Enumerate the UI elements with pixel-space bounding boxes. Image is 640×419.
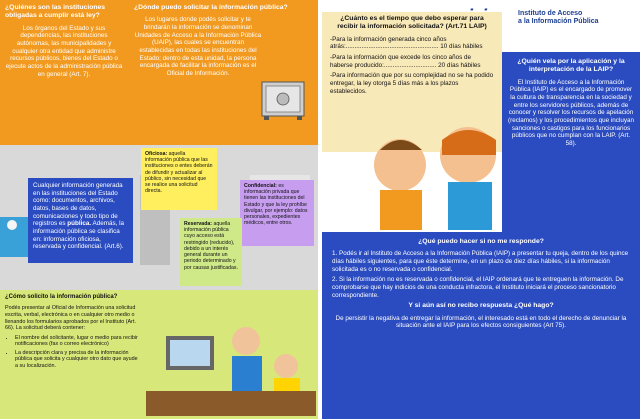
note-oficiosa — [141, 148, 217, 210]
question-still-no-response: Y si aún así no recibo respuesta ¿Qué hago? — [408, 302, 554, 310]
institutions-text: Los órganos del Estado y sus dependencias, las instituciones autónomas, las municipalidades y cualquier otra entidad que administre recursos públicos, bienes del Estado o ejecute actos de la administración pública en general (Art. 7). — [5, 24, 123, 78]
who-oversees-text: El Instituto de Acceso a la Información Pública (IAIP) es el encargado de promover la cultura de transparencia en la sociedad y entre los servidores públicos, además de conocer y resolver los recursos de apelación (reclamos) y los procedimientos que incluyan sanciones o castigos para los funcionarios públicos que no cumplan con la LAIP. (Art. 58). — [508, 78, 634, 147]
wait-line-2: -Para la información que excede los cinco años de haberse producido:.............................. 20 días hábiles — [330, 53, 481, 69]
question-wait-time: ¿Cuánto es el tiempo que debo esperar para recibir la información solicitada? (Art.71 LAIP) — [337, 15, 487, 31]
confidencial-label: Confidencial: — [244, 183, 277, 189]
panel-how-request — [0, 290, 318, 419]
list-item: • El nombre del solicitante, lugar o medio para recibir notificaciones (fax o correo electrónico) — [15, 335, 140, 348]
list-item: • La descripción clara y precisa de la información pública que solicita y cualquier otro dato que ayude a su localización. — [15, 350, 140, 370]
reservada-label: Reservada: — [184, 221, 212, 227]
reservada-text: aquella información pública cuyo acceso está restringido (reducido), debido a un interés general durante un periodo determinado y por causas justificadas. — [184, 221, 238, 271]
request-requirements-list — [5, 335, 140, 370]
panel-no-response — [322, 232, 640, 419]
wait-line-3: -Para información que por su complejidad no se ha podido entregar, la ley otorga 5 días más a los plazos establecidos. — [330, 72, 494, 95]
question-where-request: ¿Dónde puedo solicitar la información pública? — [134, 4, 288, 11]
wait-line-1: -Para la información generada cinco años atrás:..................................................... 10 días hábiles — [330, 35, 483, 51]
question-institutions: ¿Quiénes son las instituciones obligadas a cumplir está ley? — [5, 4, 106, 20]
confidencial-text: es información privada que tienen las instituciones del Estado y que la ley prohíbe divulgar, por ejemplo: datos personales, expedientes médicos, entre otros. — [244, 183, 308, 227]
no-response-p2: 2. Si la información no es reservada o confidencial, el IAIP ordenará que te entreguen la información. De comprobarse que hay indicios de una conducta infractora, el Instituto iniciará el proceso sancionatorio correspondiente. — [332, 276, 624, 299]
panel-institutions — [0, 0, 128, 145]
panel-who-oversees — [502, 52, 640, 232]
panel-where-request — [128, 0, 318, 145]
safe-illustration — [258, 78, 310, 122]
question-how-request: ¿Cómo solicito la información pública? — [5, 294, 118, 300]
people-computer-illustration — [146, 296, 316, 416]
iaip-logo-text — [518, 10, 599, 25]
oficiosa-text: aquella información pública que las instituciones o entes deberán de difundir y actualizar al público, sin necesidad que se realice una solicitud directa. — [145, 151, 213, 195]
note-reservada — [180, 218, 242, 286]
where-request-text: Los lugares donde podés solicitar y te brindarán la información se denominan Unidades de Acceso a la Información Pública (UAIP), las cuales se encuentran establecidas en todas las instituciones del Estado; dentro de esta unidad, la persona encargada de facilitar la información es el Oficial de Información. — [134, 16, 262, 77]
public-info-text-2: Además, la información pública se clasifica en: información oficiosa, reservada y confidencial. (Art.6). — [33, 220, 124, 251]
how-request-text: Podés presentar al Oficial de Información una solicitud escrita, verbal, electrónica o en cualquier otro medio o llenando los formularios aprobados por el Instituto (Art. 66). La solicitud deberá contener: — [5, 305, 136, 332]
oficiosa-label: Oficiosa: — [145, 151, 168, 157]
public-info-text-1: Cualquier información generada en las instituciones del Estado como: documentos, archivos, datos, bases de datos, comunicaciones y todo tipo de registros es — [33, 182, 123, 228]
no-response-p1: 1. Podés ir al Instituto de Acceso a la Información Pública (IAIP) a presentar tu queja, dentro de los quince días hábiles siguientes, para que éste determine, en un plazo de diez días hábiles, si la información solicitada es o no reservada o confidencial. — [332, 250, 629, 273]
public-info-bold: pública. — [67, 220, 92, 228]
question-no-response: ¿Qué puedo hacer si no me responde? — [418, 238, 544, 245]
public-info-box — [28, 178, 133, 263]
no-response-p3: De persistir la negativa de entregar la información, el interesado está en todo el derecho de denunciar la situación ante el IAIP para los efectos consiguientes (Art 75). — [335, 314, 627, 330]
logo-line-2: a la Información Pública — [518, 17, 599, 25]
thinking-people-illustration — [360, 120, 520, 230]
note-confidencial — [240, 180, 314, 246]
logo-line-1: Instituto de Acceso — [518, 10, 583, 17]
question-who-oversees: ¿Quién vela por la aplicación y la interpretación de la LAIP? — [517, 58, 625, 74]
